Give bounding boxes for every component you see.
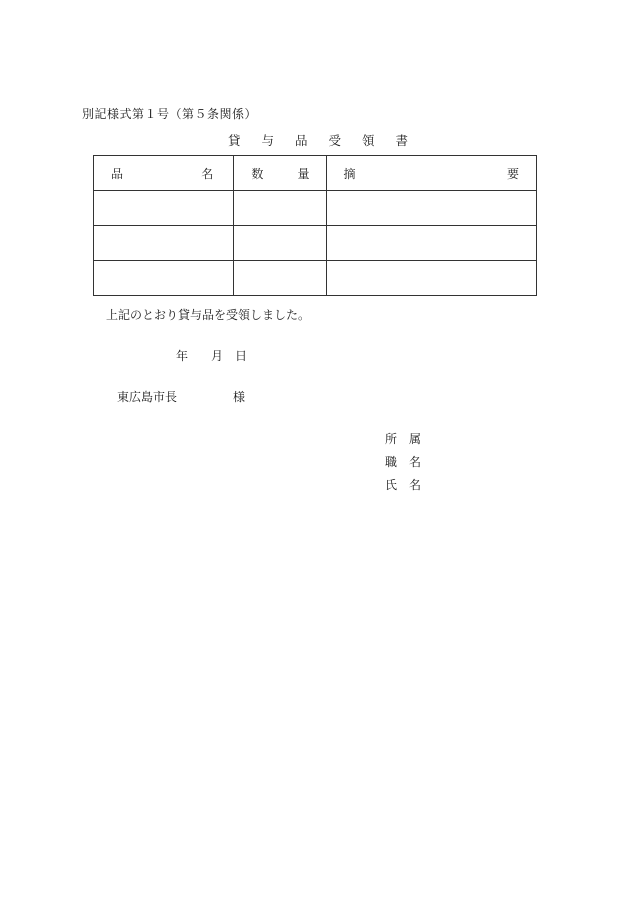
loan-items-table [93,155,537,296]
header-char: 名 [201,166,214,181]
date-year-label: 年 [176,349,189,363]
label-char: 属 [409,432,422,446]
label-char: 名 [409,478,422,492]
header-item-name [94,156,234,191]
date-month-label: 月 [211,349,224,363]
title-char: 貸 [228,133,241,148]
receipt-statement: 上記のとおり貸与品を受領しました。 [106,308,311,322]
affiliation-row [385,430,433,447]
cell-remarks[interactable] [326,226,536,261]
date-day-label: 日 [235,349,248,363]
addressee-name: 東広島市長 [117,390,178,404]
label-char: 職 [385,455,398,469]
cell-quantity[interactable] [234,226,326,261]
cell-item-name[interactable] [94,191,234,226]
form-identifier: 別記様式第１号（第５条関係） [82,107,258,121]
label-char: 名 [409,455,422,469]
table-row [94,191,537,226]
header-char: 要 [506,166,519,181]
cell-remarks[interactable] [326,261,536,296]
header-remarks [326,156,536,191]
cell-quantity[interactable] [234,261,326,296]
header-char: 量 [297,166,310,181]
table-header-row [94,156,537,191]
title-char: 書 [395,133,409,148]
addressee-honorific: 様 [233,390,246,404]
cell-item-name[interactable] [94,261,234,296]
position-row [385,453,433,470]
label-char: 氏 [385,478,398,492]
cell-item-name[interactable] [94,226,234,261]
title-char: 与 [261,133,275,148]
title-char: 領 [362,133,375,148]
table-row [94,261,537,296]
table-row [94,226,537,261]
cell-quantity[interactable] [234,191,326,226]
header-quantity [234,156,326,191]
header-char: 摘 [343,166,356,181]
label-char: 所 [385,432,398,446]
full-name-row [385,476,433,493]
cell-remarks[interactable] [326,191,536,226]
document-title [228,131,429,149]
title-char: 受 [328,133,342,148]
header-char: 品 [111,166,124,181]
header-char: 数 [251,166,264,181]
title-char: 品 [295,133,308,148]
